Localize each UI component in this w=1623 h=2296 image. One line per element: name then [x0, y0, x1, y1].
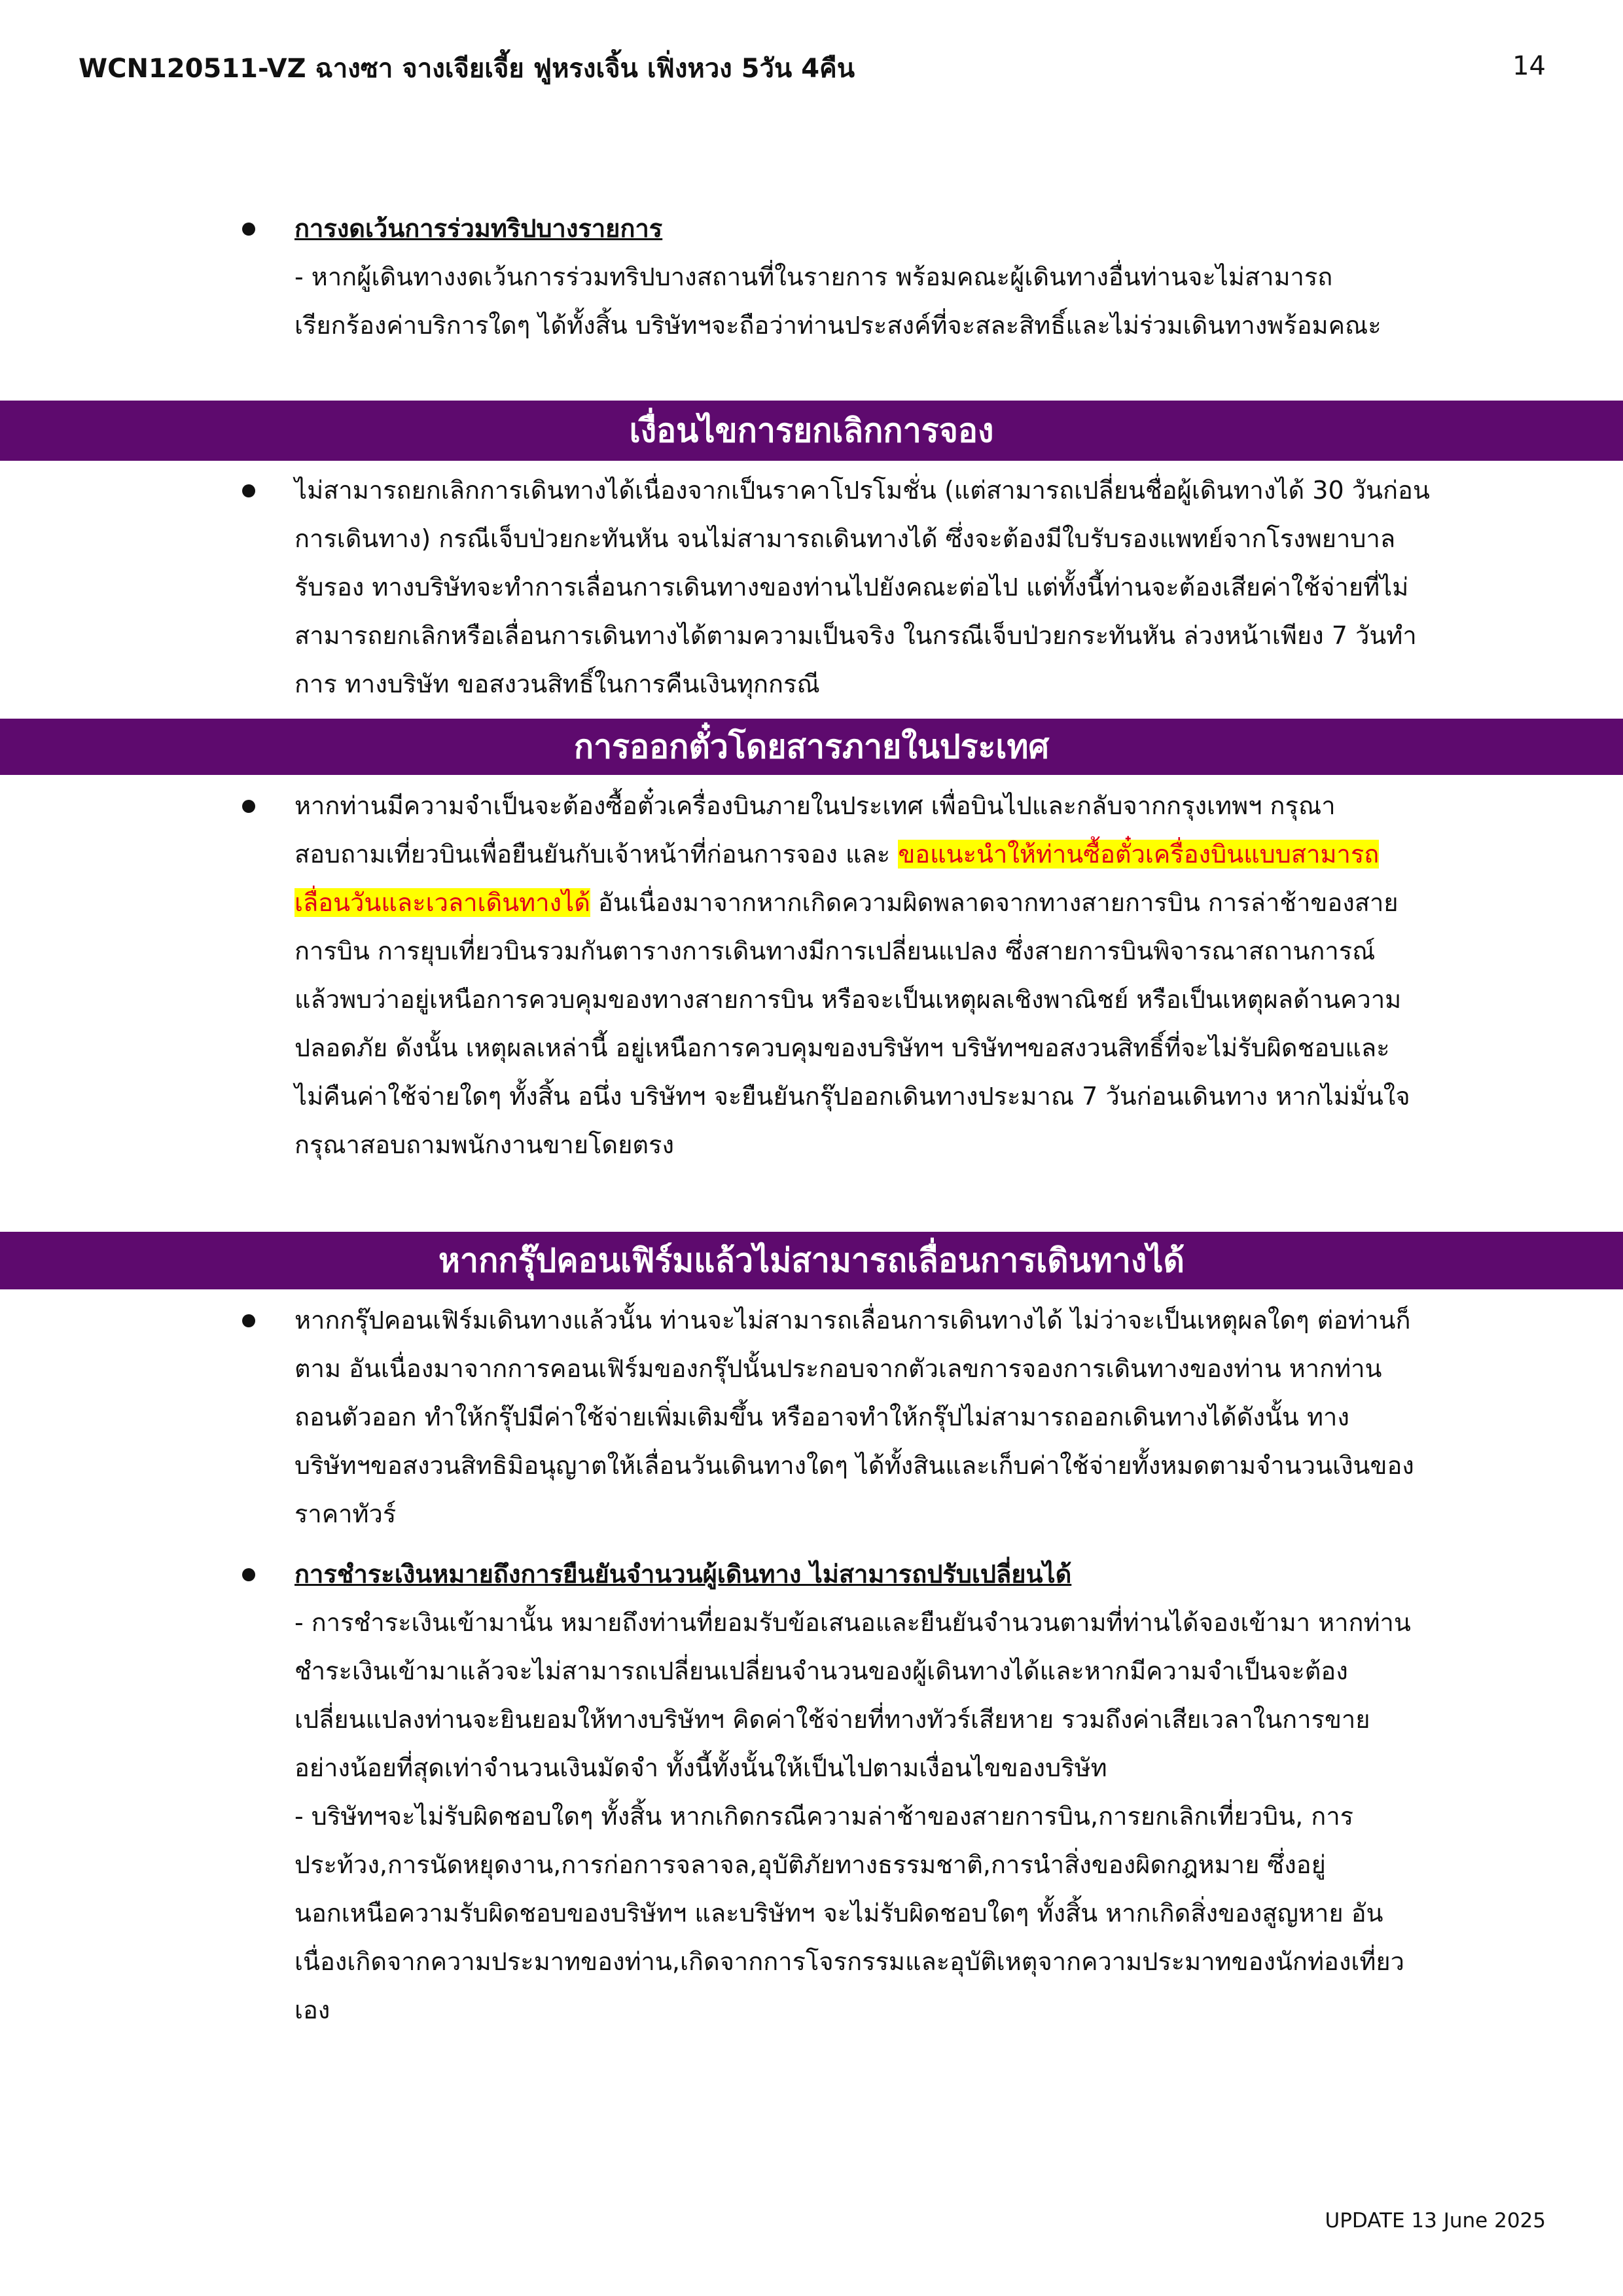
highlighted-recommendation: ขอแนะนำให้ท่านซื้อตั๋วเครื่องบินแบบสามารถ [898, 840, 1380, 869]
domestic-line: การบิน การยุบเที่ยวบินรวมกันตารางการเดินทางมีการเปลี่ยนแปลง ซึ่งสายการบินพิจารณาสถานการณ์ [294, 937, 1376, 965]
bullet-dot [242, 1314, 255, 1327]
section-title: การออกตั๋วโดยสารภายในประเทศ [573, 728, 1050, 766]
bullet-dot [242, 223, 255, 236]
cancellation-block [294, 466, 1558, 708]
cancellation-line: ไม่สามารถยกเลิกการเดินทางได้เนื่องจากเป็นราคาโปรโมชั่น (แต่สามารถเปลี่ยนชื่อผู้เดินทางได้ 30 วันก่อน [294, 476, 1430, 505]
section-band-cancellation [0, 401, 1623, 461]
payment-line: เอง [294, 1996, 330, 2024]
confirmed-line: ถอนตัวออก ทำให้กรุ๊ปมีค่าใช้จ่ายเพิ่มเติมขึ้น หรืออาจทำให้กรุ๊ปไม่สามารถออกเดินทางได้ดังนั้น ทาง [294, 1403, 1349, 1431]
payment-line: ประท้วง,การนัดหยุดงาน,การก่อการจลาจล,อุบัติภัยทางธรรมชาติ,การนำสิ่งของผิดกฎหมาย ซึ่งอยู่ [294, 1850, 1326, 1879]
domestic-line: ไม่คืนค่าใช้จ่ายใดๆ ทั้งสิ้น อนึ่ง บริษัทฯ จะยืนยันกรุ๊ปออกเดินทางประมาณ 7 วันก่อนเดินทาง หากไม่มั่นใจ [294, 1082, 1410, 1111]
cancellation-line: รับรอง ทางบริษัทจะทำการเลื่อนการเดินทางของท่านไปยังคณะต่อไป แต่ทั้งนี้ท่านจะต้องเสียค่าใช้จ่ายที่ไม่ [294, 573, 1409, 601]
cancellation-line: สามารถยกเลิกหรือเลื่อนการเดินทางได้ตามความเป็นจริง ในกรณีเจ็บป่วยกระทันหัน ล่วงหน้าเพียง 7 วันทำ [294, 621, 1417, 650]
page-number: 14 [1512, 51, 1546, 81]
section-title: หากกรุ๊ปคอนเฟิร์มแล้วไม่สามารถเลื่อนการเดินทางได้ [438, 1242, 1185, 1280]
bullet-dot [242, 800, 255, 813]
confirmed-line: หากกรุ๊ปคอนเฟิร์มเดินทางแล้วนั้น ท่านจะไม่สามารถเลื่อนการเดินทางได้ ไม่ว่าจะเป็นเหตุผลใดๆ ต่อท่านก็ [294, 1306, 1411, 1335]
payment-block [294, 1550, 1558, 2034]
highlighted-recommendation: เลื่อนวันและเวลาเดินทางได้ [294, 888, 590, 917]
payment-line: - การชำระเงินเข้ามานั้น หมายถึงท่านที่ยอมรับข้อเสนอและยืนยันจำนวนตามที่ท่านได้จองเข้ามา หากท่าน [294, 1608, 1411, 1637]
payment-line: เนื่องเกิดจากความประมาทของท่าน,เกิดจากการโจรกรรมและอุบัติเหตุจากความประมาทของนักท่องเที่ยว [294, 1947, 1405, 1976]
domestic-line [294, 830, 1558, 878]
exemption-block [294, 204, 1558, 350]
payment-line: - บริษัทฯจะไม่รับผิดชอบใดๆ ทั้งสิ้น หากเกิดกรณีความล่าช้าของสายการบิน,การยกเลิกเที่ยวบิน, การ [294, 1802, 1354, 1831]
exemption-heading: การงดเว้นการร่วมทริปบางรายการ [294, 214, 663, 243]
domestic-line [294, 878, 1558, 927]
payment-line: ชำระเงินเข้ามาแล้วจะไม่สามารถเปลี่ยนเปลี่ยนจำนวนของผู้เดินทางได้และหากมีความจำเป็นจะต้อง [294, 1657, 1348, 1685]
domestic-line: หากท่านมีความจำเป็นจะต้องซื้อตั๋วเครื่องบินภายในประเทศ เพื่อบินไปและกลับจากกรุงเทพฯ กรุณา [294, 791, 1336, 820]
update-date: UPDATE 13 June 2025 [1325, 2209, 1546, 2233]
cancellation-line: การ ทางบริษัท ขอสงวนสิทธิ์ในการคืนเงินทุกกรณี [294, 670, 820, 698]
section-title: เงื่อนไขการยกเลิกการจอง [629, 412, 994, 450]
domestic-ticket-block [294, 781, 1558, 1169]
confirmed-line: ตาม อันเนื่องมาจากการคอนเฟิร์มของกรุ๊ปนั้นประกอบจากตัวเลขการจองการเดินทางของท่าน หากท่าน [294, 1354, 1382, 1383]
payment-line: นอกเหนือความรับผิดชอบของบริษัทฯ และบริษัทฯ จะไม่รับผิดชอบใดๆ ทั้งสิ้น หากเกิดสิ่งของสูญหาย อัน [294, 1899, 1383, 1928]
domestic-line: กรุณาสอบถามพนักงานขายโดยตรง [294, 1130, 675, 1159]
payment-line: เปลี่ยนแปลงท่านจะยินยอมให้ทางบริษัทฯ คิดค่าใช้จ่ายที่ทางทัวร์เสียหาย รวมถึงค่าเสียเวลาในการขาย [294, 1705, 1370, 1734]
bullet-dot [242, 484, 255, 497]
section-band-confirmed-group [0, 1232, 1623, 1289]
payment-line: อย่างน้อยที่สุดเท่าจำนวนเงินมัดจำ ทั้งนี้ทั้งนั้นให้เป็นไปตามเงื่อนไขของบริษัท [294, 1753, 1107, 1782]
bullet-dot [242, 1568, 255, 1581]
domestic-line: ปลอดภัย ดังนั้น เหตุผลเหล่านี้ อยู่เหนือการควบคุมของบริษัทฯ บริษัทฯขอสงวนสิทธิ์ที่จะไม่รับผิดชอบและ [294, 1033, 1390, 1062]
document-title: WCN120511-VZ ฉางซา จางเจียเจี้ย ฟูหรงเจิ้น เฟิ่งหวง 5วัน 4คืน [79, 54, 855, 84]
cancellation-line: การเดินทาง) กรณีเจ็บป่วยกะทันหัน จนไม่สามารถเดินทางได้ ซึ่งจะต้องมีใบรับรองแพทย์จากโรงพยาบาล [294, 524, 1396, 553]
section-band-domestic-ticket [0, 719, 1623, 775]
domestic-line: แล้วพบว่าอยู่เหนือการควบคุมของทางสายการบิน หรือจะเป็นเหตุผลเชิงพาณิชย์ หรือเป็นเหตุผลด้านความ [294, 985, 1402, 1014]
payment-heading: การชำระเงินหมายถึงการยืนยันจำนวนผู้เดินทาง ไม่สามารถปรับเปลี่ยนได้ [294, 1560, 1072, 1588]
domestic-text: สอบถามเที่ยวบินเพื่อยืนยันกับเจ้าหน้าที่ก่อนการจอง และ [294, 840, 899, 869]
confirmed-line: ราคาทัวร์ [294, 1499, 397, 1528]
domestic-text: อันเนื่องมาจากหากเกิดความผิดพลาดจากทางสายการบิน การล่าช้าของสาย [590, 888, 1399, 917]
exemption-line: - หากผู้เดินทางงดเว้นการร่วมทริปบางสถานที่ในรายการ พร้อมคณะผู้เดินทางอื่นท่านจะไม่สามารถ [294, 262, 1333, 291]
confirmed-line: บริษัทฯขอสงวนสิทธิมิอนุญาตให้เลื่อนวันเดินทางใดๆ ได้ทั้งสินและเก็บค่าใช้จ่ายทั้งหมดตามจำนวนเงินของ [294, 1451, 1414, 1480]
exemption-line: เรียกร้องค่าบริการใดๆ ได้ทั้งสิ้น บริษัทฯจะถือว่าท่านประสงค์ที่จะสละสิทธิ์และไม่ร่วมเดินทางพร้อมคณะ [294, 311, 1382, 340]
confirmed-group-block [294, 1296, 1558, 1538]
